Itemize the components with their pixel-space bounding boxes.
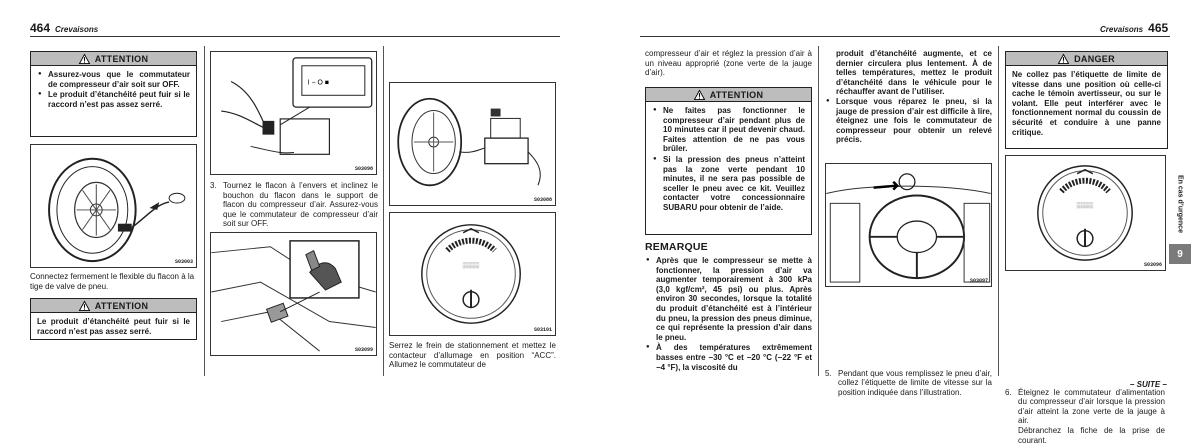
svg-text:I − O ■: I − O ■ [307,79,329,87]
step-6 [1005,388,1165,445]
remarque-list [645,256,812,373]
gauge-illustration [1006,156,1165,270]
figure-code: S03003 [174,259,193,265]
attention-label: ATTENTION [94,53,149,64]
step-text: Pendant que vous remplissez le pneu d’air, collez l’étiquette de limite de vitesse sur la position indiquée dans l’illustration. [838,368,992,397]
figure-compressor-console [210,232,377,356]
step-number: 5. [825,368,832,378]
col-divider [383,46,384,376]
remarque-item: ● À des températures extrêmement basses entre −30 °C et −20 °C (−22 °F et −4 °F), la viscosité du [645,343,812,372]
attention-text: Le produit d’étanchéité peut fuir si le raccord n’est pas assez serré. [37,317,190,336]
figure-code: S03098 [354,166,373,172]
tire-compressor-illustration [390,83,555,205]
figure-code: S03096 [1143,262,1162,268]
danger-box [1005,51,1168,149]
para-intro: compresseur d’air et réglez la pression d’air à un niveau approprié (zone verte de la jauge d’air). [645,49,812,78]
figure-tire-compressor [389,82,556,206]
side-section-label: En cas d’urgence [1176,175,1184,233]
figure-steering-wheel [825,163,992,287]
compressor-bottle-illustration [211,52,376,174]
figure-tire-hose [30,144,197,268]
attention-box-3 [645,87,812,235]
left-header-rule [30,36,560,37]
warning-triangle-icon [694,90,705,100]
left-section-title: Crevaisons [55,25,99,34]
left-page-header [30,21,98,35]
attention-box-1 [30,51,197,137]
left-page-number: 464 [30,21,51,35]
step-text-2: Débranchez la fiche de la prise de courant. [1018,425,1165,445]
danger-header [1006,52,1167,66]
svg-text:░░░░: ░░░░ [462,263,480,270]
attention-header [31,52,196,66]
col2-text [825,49,992,146]
col-divider [998,46,999,376]
caption-connect-hose: Connectez fermement le flexible du flacon à la tige de valve de pneu. [30,272,195,291]
step-text: Éteignez le commutateur d’alimentation du compresseur d’air lorsque la pression d’air atteint la zone verte de la jauge à air. [1018,387,1165,426]
remarque-item: ● Après que le compresseur se mette à fonctionner, la pression d’air va augmenter temporairement à 300 kPa (3,0 kgf/cm², 45 psi) ou plus. Après environ 30 secondes, lorsque la totalité du produit d’étanchéité est à l’intérieur du pneu, la pression des pneus diminue, ce qui représente la pression d’air dans le pneu. [645,256,812,342]
figure-speed-label-gauge [1005,155,1166,271]
para-parking-brake: Serrez le frein de stationnement et mettez le contacteur d’allumage en position “ACC”. Allumez le commutateur de [389,341,556,370]
figure-code: S03101 [533,327,552,333]
attention-header [31,299,196,313]
step-text: Tournez le flacon à l’envers et inclinez le bouchon du flacon dans le support de flacon du compresseur d’air. Assurez-vous que le commutateur de compresseur d’air soit sur OFF. [223,181,378,229]
warning-triangle-icon [79,54,90,64]
step-3 [210,181,378,229]
right-section-title: Crevaisons [1100,25,1144,34]
attention-item: ● Le produit d’étanchéité peut fuir si le raccord n’est pas assez serré. [37,90,190,109]
col-divider [818,46,819,376]
danger-label: DANGER [1074,53,1115,64]
attention-label: ATTENTION [709,89,764,100]
col2-item: ● Lorsque vous réparez le pneu, si la jauge de pression d’air est difficile à lire, éteignez une fois le commutateur de compresseur pour obtenir un relevé précis. [825,97,992,145]
attention-box-2 [30,298,197,340]
step-number: 6. [1005,387,1012,397]
right-page-header [1100,21,1168,35]
figure-code: S03097 [969,278,988,284]
tire-hose-illustration [31,145,196,267]
col-divider [204,46,205,376]
figure-code: S03088 [533,197,552,203]
figure-code: S03099 [354,347,373,353]
attention-item: ● Si la pression des pneus n’atteint pas la zone verte pendant 10 minutes, il ne sera pas possible de sceller le pneu avec ce kit. Veuillez contacter votre concessionnaire SUBARU pour obtenir de l’aide. [652,155,805,213]
step-5 [825,369,992,398]
right-page-number: 465 [1148,21,1169,35]
chapter-tab: 9 [1169,244,1191,264]
gauge-illustration [390,213,555,335]
attention-label: ATTENTION [94,300,149,311]
attention-item: ● Assurez-vous que le commutateur de compresseur d’air soit sur OFF. [37,70,190,89]
danger-text: Ne collez pas l’étiquette de limite de vitesse dans une position où celle-ci cache le témoin avertisseur, ou sur le volant. Elle peut interférer avec le fonctionnement normal du coussin de sécurité et conduire à une panne critique. [1012,70,1161,137]
step-number: 3. [210,181,217,190]
warning-triangle-icon [1058,54,1069,64]
warning-triangle-icon [79,301,90,311]
remarque-heading: REMARQUE [645,241,708,253]
attention-item: ● Ne faites pas fonctionner le compresseur d’air pendant plus de 10 minutes car il peut devenir chaud. Faites attention de ne pas vous brûler. [652,106,805,154]
footer-suite: – SUITE – [1130,380,1167,389]
steering-wheel-illustration [826,164,991,286]
console-illustration [211,233,376,355]
right-header-rule [640,36,1170,37]
svg-text:░░░░: ░░░░ [1076,203,1094,210]
figure-compressor-bottle [210,51,377,175]
col2-para: produit d’étanchéité augmente, et ce dernier circulera plus lentement. À de telles températures, mettez le produit d’étanchéité dans le véhicule pour le réchauffer avant de l’utiliser. [836,49,992,97]
attention-header [646,88,811,102]
figure-pressure-gauge [389,212,556,336]
